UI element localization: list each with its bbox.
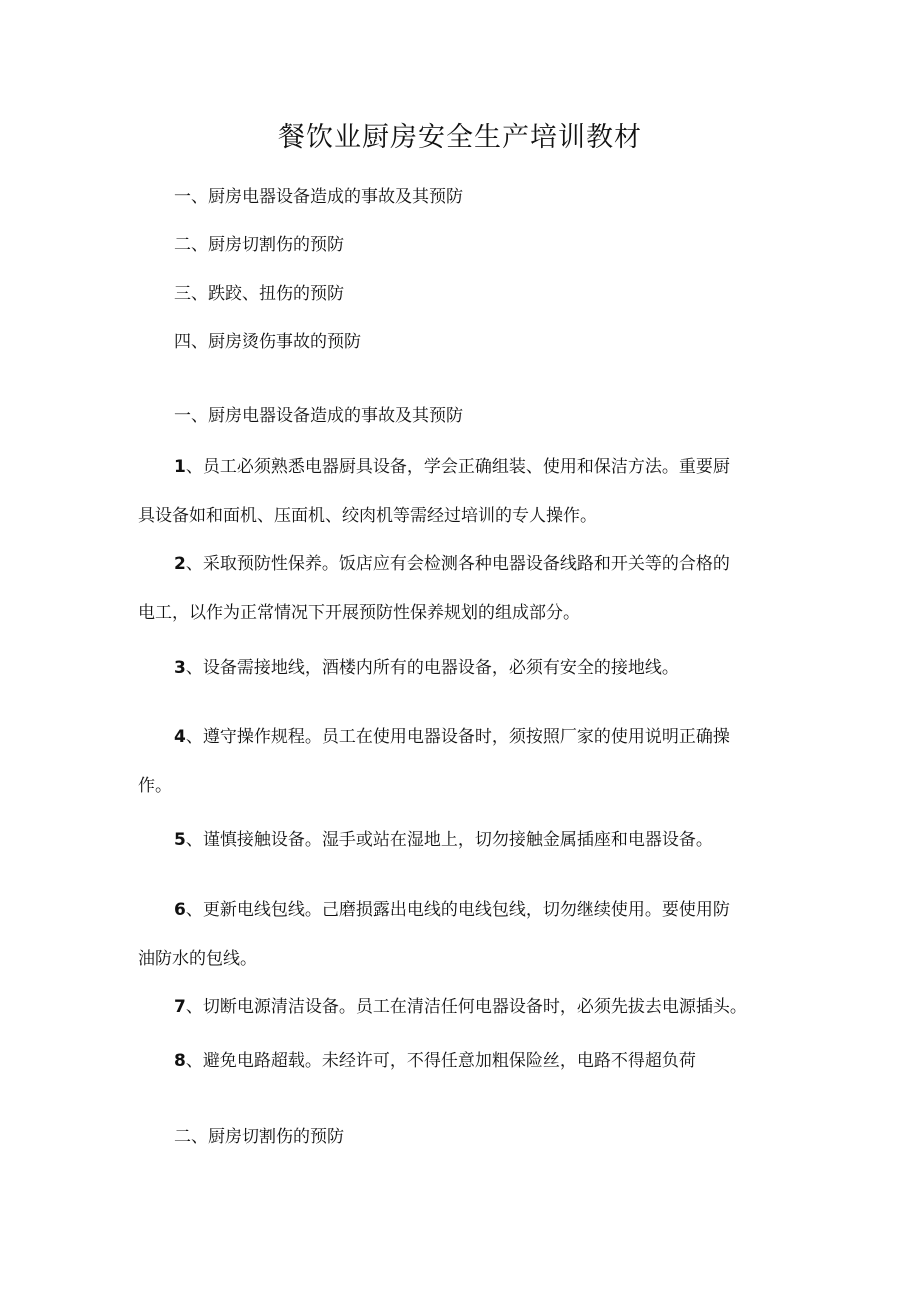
item-1-text: 、员工必须熟悉电器厨具设备，学会正确组装、使用和保洁方法。重要厨: [185, 457, 730, 477]
document-title: 餐饮业厨房安全生产培训教材: [278, 122, 642, 153]
item-6-line-2: 油防水的包线。: [138, 949, 257, 969]
item-6-number: 6: [174, 900, 186, 920]
item-6-line-1: [174, 897, 730, 923]
item-3-line-1: [174, 655, 679, 681]
item-5-number: 5: [174, 830, 186, 850]
item-1-line-1: [174, 454, 730, 480]
item-6-text: 、更新电线包线。己磨损露出电线的电线包线，切勿继续使用。要使用防: [185, 900, 730, 920]
item-2-number: 2: [174, 554, 186, 574]
item-4-line-2: 作。: [138, 776, 172, 796]
item-2-line-1: [174, 551, 730, 577]
toc-item-1: 一、厨房电器设备造成的事故及其预防: [174, 187, 463, 207]
item-2-line-2: 电工，以作为正常情况下开展预防性保养规划的组成部分。: [138, 603, 580, 623]
item-7-text: 、切断电源清洁设备。员工在清洁任何电器设备时，必须先拔去电源插头。: [185, 997, 747, 1017]
item-3-text: 、设备需接地线，酒楼内所有的电器设备，必须有安全的接地线。: [185, 658, 679, 678]
item-8-text: 、避免电路超载。未经许可，不得任意加粗保险丝，电路不得超负荷: [185, 1051, 696, 1071]
toc-item-4: 四、厨房烫伤事故的预防: [174, 332, 361, 352]
item-7-line-1: [174, 994, 747, 1020]
section1-heading: 一、厨房电器设备造成的事故及其预防: [174, 406, 463, 426]
item-1-number: 1: [174, 457, 186, 477]
item-4-number: 4: [174, 727, 186, 747]
item-5-line-1: [174, 827, 713, 853]
item-8-line-1: [174, 1048, 696, 1074]
item-5-text: 、谨慎接触设备。湿手或站在湿地上，切勿接触金属插座和电器设备。: [185, 830, 713, 850]
item-4-line-1: [174, 724, 730, 750]
item-7-number: 7: [174, 997, 186, 1017]
item-1-line-2: 具设备如和面机、压面机、绞肉机等需经过培训的专人操作。: [138, 506, 597, 526]
item-3-number: 3: [174, 658, 186, 678]
item-4-text: 、遵守操作规程。员工在使用电器设备时，须按照厂家的使用说明正确操: [185, 727, 730, 747]
item-2-text: 、采取预防性保养。饭店应有会检测各种电器设备线路和开关等的合格的: [185, 554, 730, 574]
toc-item-3: 三、跌跤、扭伤的预防: [174, 284, 344, 304]
toc-item-2: 二、厨房切割伤的预防: [174, 235, 344, 255]
section2-heading: 二、厨房切割伤的预防: [174, 1127, 344, 1147]
item-8-number: 8: [174, 1051, 186, 1071]
